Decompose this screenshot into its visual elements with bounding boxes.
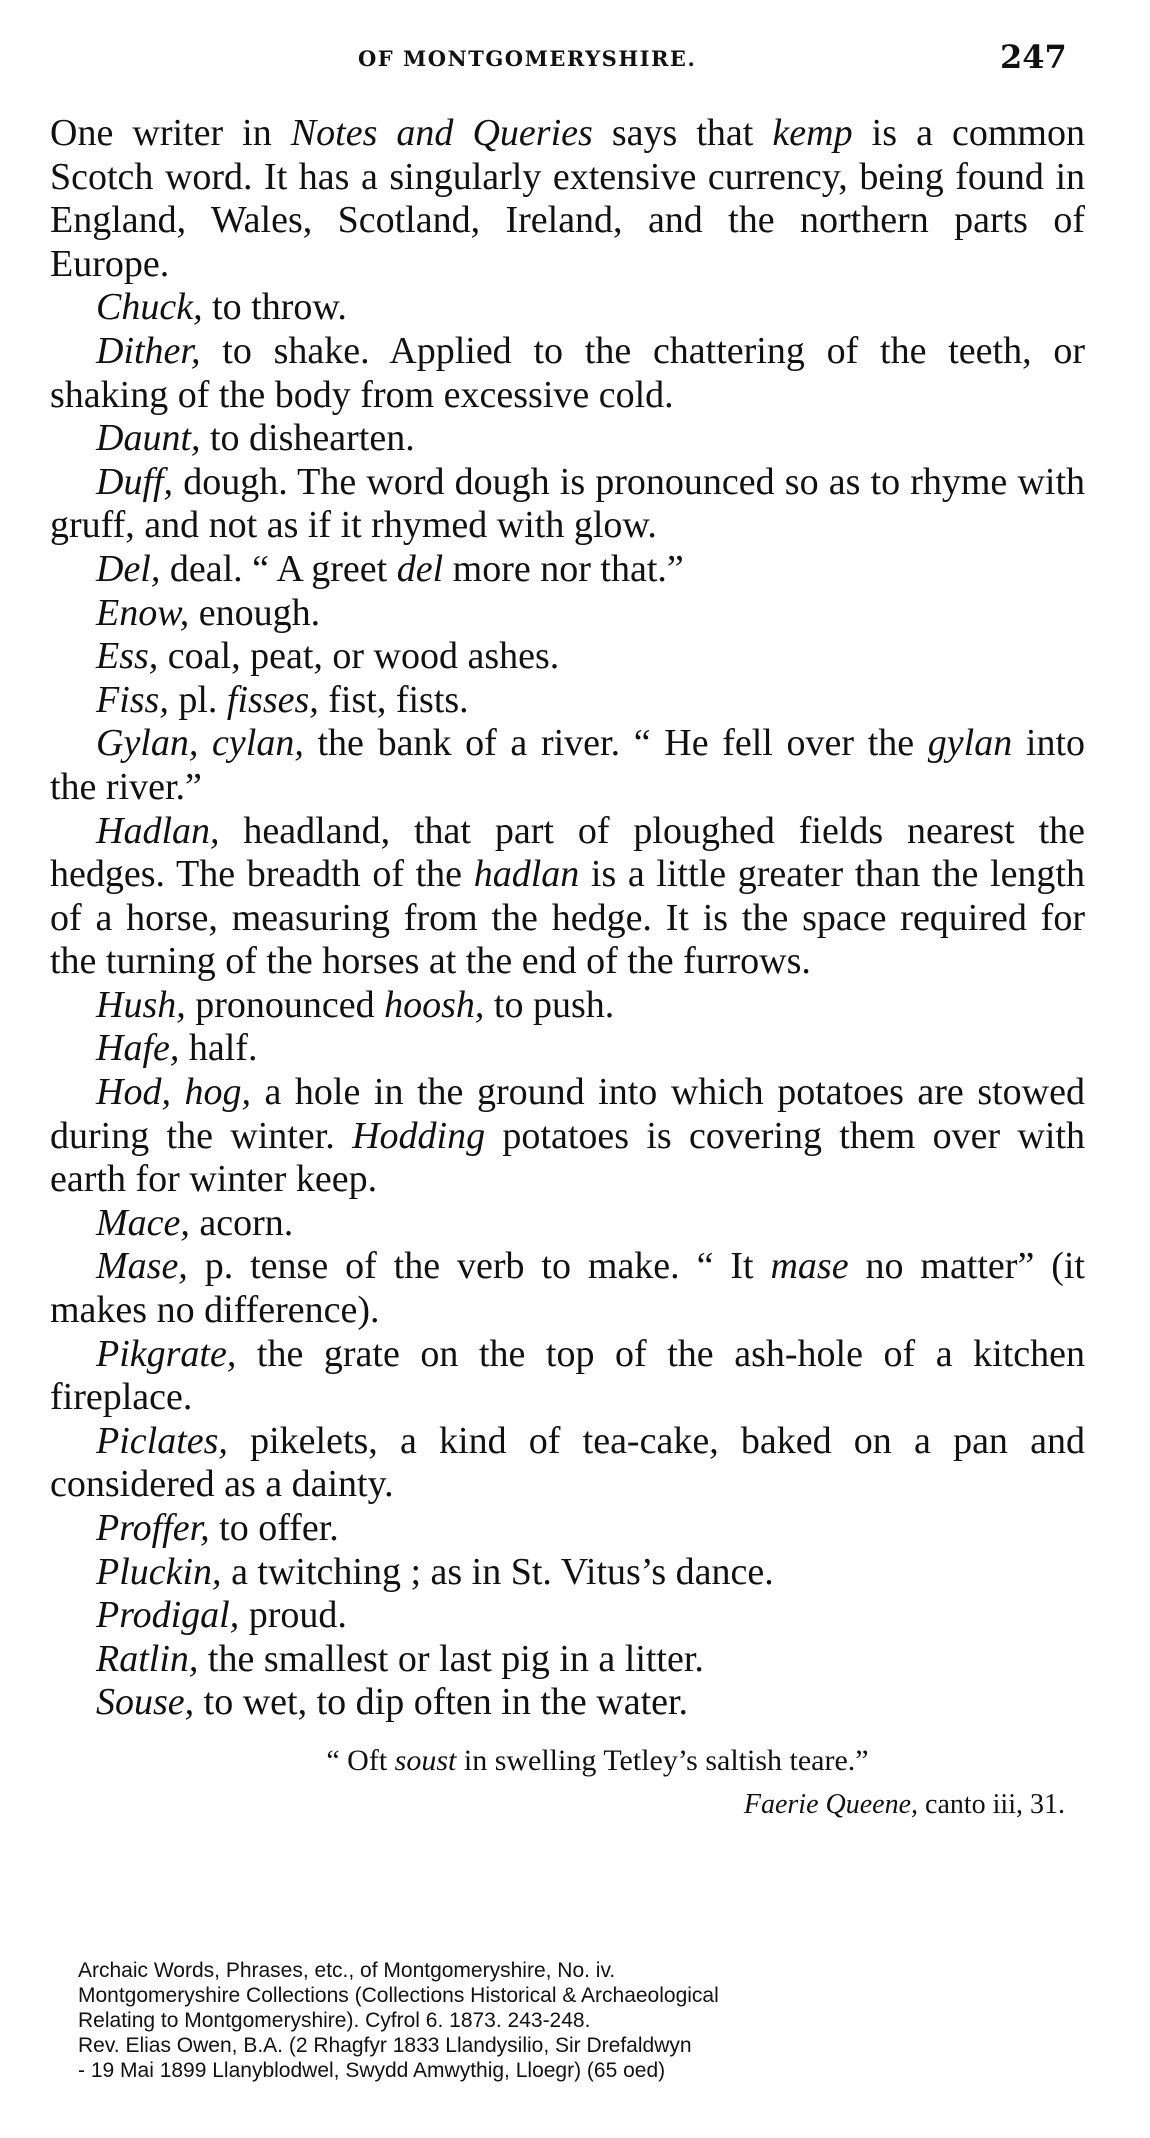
entry-pikgrate: Pikgrate, the grate on the top of the ash-hole of a kitchen fireplace. xyxy=(50,1332,1085,1419)
entry-gylan: Gylan, cylan, the bank of a river. “ He fell over the gylan into the river.” xyxy=(50,722,1086,808)
caption-line: Archaic Words, Phrases, etc., of Montgomeryshire, No. iv. xyxy=(78,1959,616,1982)
entry-enow: Enow, enough. xyxy=(96,591,321,634)
entry-ratlin: Ratlin, the smallest or last pig in a litter. xyxy=(96,1637,704,1680)
entry-piclates: Piclates, pikelets, a kind of tea-cake, baked on a pan and considered as a dainty. xyxy=(50,1419,1085,1506)
entry-ess: Ess, coal, peat, or wood ashes. xyxy=(96,635,560,678)
page-header xyxy=(0,38,1150,78)
caption-line: Montgomeryshire Collections (Collections Historical & Archaeological xyxy=(78,1984,719,2007)
caption-line: Rev. Elias Owen, B.A. (2 Rhagfyr 1833 Llandysilio, Sir Drefaldwyn xyxy=(78,2034,692,2057)
intro-paragraph: One writer in Notes and Queries says that kemp is a common Scotch word. It has a singularly extensive currency, being found in England, Wales, Scotland, Ireland, and the northern parts of Europe. xyxy=(50,112,1085,285)
entry-hafe: Hafe, half. xyxy=(96,1027,258,1070)
entry-del: Del, deal. “ A greet del more nor that.” xyxy=(96,547,684,590)
verse-quotation: “ Oft soust in swelling Tetley’s saltish teare.” xyxy=(326,1743,869,1777)
entry-hadlan: Hadlan, headland, that part of ploughed fields nearest the hedges. The breadth of the hadlan is a little greater than the length of a horse, measuring from the hedge. It is the space required for the turning of the horses at the end of the furrows. xyxy=(50,809,1085,983)
entry-daunt: Daunt, to dishearten. xyxy=(96,417,415,460)
entry-duff: Duff, dough. The word dough is pronounced so as to rhyme with gruff, and not as if it rhymed with glow. xyxy=(50,460,1085,547)
entry-dither: Dither, to shake. Applied to the chattering of the teeth, or shaking of the body from excessive cold. xyxy=(50,329,1085,416)
entry-proffer: Proffer, to offer. xyxy=(96,1507,339,1549)
entry-fiss: Fiss, pl. fisses, fist, fists. xyxy=(96,678,469,721)
entry-chuck: Chuck, to throw. xyxy=(96,286,347,329)
entry-mace: Mace, acorn. xyxy=(96,1201,294,1244)
entry-souse: Souse, to wet, to dip often in the water. xyxy=(96,1681,689,1724)
source-caption xyxy=(78,1958,978,2083)
page-number: 247 xyxy=(1000,38,1067,76)
running-head: OF MONTGOMERYSHIRE. xyxy=(358,46,697,71)
caption-line: - 19 Mai 1899 Llanyblodwel, Swydd Amwythig, Lloegr) (65 oed) xyxy=(78,2059,666,2082)
quotation-attribution: Faerie Queene, canto iii, 31. xyxy=(743,1788,1065,1820)
entry-hod: Hod, hog, a hole in the ground into which potatoes are stowed during the winter. Hodding potatoes is covering them over with earth for winter keep. xyxy=(50,1071,1085,1201)
caption-line: Relating to Montgomeryshire). Cyfrol 6. 1873. 243-248. xyxy=(78,2009,591,2032)
entry-pluckin: Pluckin, a twitching ; as in St. Vitus’s dance. xyxy=(96,1550,774,1593)
entry-prodigal: Prodigal, proud. xyxy=(96,1594,347,1637)
entry-mase: Mase, p. tense of the verb to make. “ It mase no matter” (it makes no difference). xyxy=(50,1245,1085,1332)
entry-hush: Hush, pronounced hoosh, to push. xyxy=(96,983,615,1026)
glossary-body xyxy=(50,112,1085,1826)
